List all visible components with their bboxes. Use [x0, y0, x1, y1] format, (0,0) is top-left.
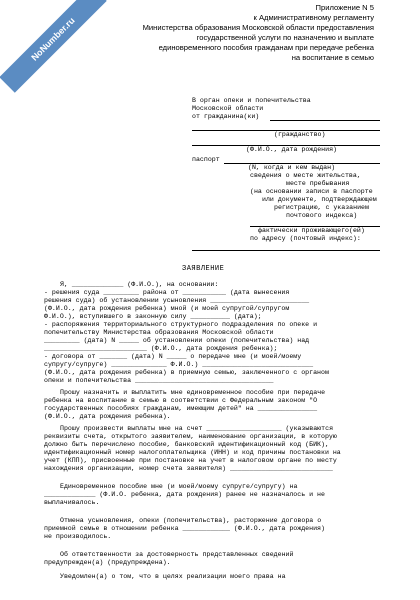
body-line: Единовременное пособие мне (и моей/моему супруге/супругу) на	[60, 483, 298, 490]
addressee-line-7: (N, когда и кем выдан)	[248, 164, 336, 171]
body-line: Ф.И.О.), вступившего в законную силу __________ (дата);	[44, 313, 262, 320]
body-line: реквизиты счета, открытого заявителем, наименование организации, в которую	[44, 433, 337, 440]
body-line: ребенка на воспитание в семью в соответствии с Федеральным законом "О	[44, 397, 318, 404]
addressee-line-8: сведения о месте жительства,	[250, 172, 361, 179]
body-line: опеки и попечительства ___________________________________	[44, 377, 274, 384]
watermark-banner: NoNumber.ru	[0, 0, 107, 93]
document-title: ЗАЯВЛЕНИЕ	[182, 265, 225, 273]
addressee-line-11: или документе, подтверждающем	[262, 196, 377, 203]
body-line: попечительству Министерства образования Московской области	[44, 329, 274, 336]
addressee-line-4: (гражданство)	[274, 131, 326, 138]
body-line: учет (КПП), присвоенные при постановке на учет в налоговом органе по месту	[44, 457, 337, 464]
addressee-line-2: Московской области	[192, 105, 264, 112]
addressee-line-12: регистрацию, с указанием	[274, 204, 369, 211]
body-line: _____________ (Ф.И.О. ребенка, дата рождения) ранее не назначалось и не	[44, 491, 325, 498]
addressee-line-6: паспорт	[192, 156, 220, 163]
body-line: нахождения организации, номер счета заявителя) __________________________	[44, 465, 333, 472]
addressee-line-15: по адресу (почтовый индекс):	[250, 235, 361, 242]
body-line: идентификационный номер налогоплательщика (ИНН) и код причины постановки на	[44, 449, 341, 456]
body-line: - договора от _______ (дата) N _____ о передаче мне (и моей/моему	[44, 353, 302, 360]
body-line: (Ф.И.О., дата рождения ребенка) мной (и моей супругой/супругом	[44, 305, 290, 312]
header-line-3: Министерства образования Московской области предоставления	[142, 23, 374, 32]
addressee-line-9: месте пребывания	[286, 180, 350, 187]
addressee-line-5: (Ф.И.О., дата рождения)	[246, 146, 338, 153]
header-line-5: единовременного пособия гражданам при передаче ребенка	[158, 43, 374, 52]
body-line: Отмена усыновления, опеки (попечительства), расторжение договора о	[60, 517, 322, 524]
body-line: не производилось.	[44, 533, 112, 540]
addressee-line-13: почтового индекса)	[286, 212, 358, 219]
body-line: (Ф.И.О., дата рождения ребенка) в приемную семью, заключенного с органом	[44, 369, 329, 376]
body-line: (Ф.И.О., дата рождения ребенка).	[44, 413, 171, 420]
body-line: приемной семье в отношении ребенка ____________ (Ф.И.О., дата рождения)	[44, 525, 325, 532]
body-line: - распоряжения территориального структурного подразделения по опеке и	[44, 321, 318, 328]
body-line: Прошу произвести выплаты мне на счет ___________________ (указываются	[60, 425, 334, 432]
body-line: _________ (дата) N _____ об установлении опеки (попечительства) над	[44, 337, 310, 344]
addressee-line-1: В орган опеки и попечительства	[192, 97, 311, 104]
body-line: Я, _____________ (Ф.И.О.), на основании:	[60, 281, 219, 288]
appendix-number: Приложение N 5	[315, 3, 374, 12]
body-line: предупрежден(а) (предупреждена).	[44, 559, 171, 566]
body-line: государственных пособиях гражданам, имеющим детей" на _______________	[44, 405, 318, 412]
body-line: __________________________ (Ф.И.О., дата рождения ребенка);	[44, 345, 278, 352]
fill-line	[192, 250, 380, 251]
body-line: выплачивалось.	[44, 499, 100, 506]
body-line: решения суда) об установлении усыновления _________________________	[44, 297, 310, 304]
addressee-line-10: (на основании записи в паспорте	[250, 188, 373, 195]
body-line: Об ответственности за достоверность представленных сведений	[60, 551, 294, 558]
body-line: супругу/супруге) ______________ Ф.И.О.) ____________________________	[44, 361, 314, 368]
body-line: Уведомлен(а) о том, что в целях реализации моего права на	[60, 573, 286, 580]
addressee-line-3: от гражданина(ки)	[192, 113, 260, 120]
fill-line	[270, 120, 380, 121]
body-line: Прошу назначить и выплатить мне единовременное пособие при передаче	[60, 389, 326, 396]
body-line: - решения суда _________ района от ___________ (дата вынесения	[44, 289, 290, 296]
body-line: должно быть перечислено пособие, банковский идентификационный код (БИК),	[44, 441, 329, 448]
header-line-4: государственной услуги по назначению и выплате	[196, 33, 374, 42]
appendix-reference: к Административному регламенту	[253, 13, 374, 22]
header-line-6: на воспитание в семью	[291, 53, 374, 62]
addressee-line-14: фактически проживающего(ей)	[258, 227, 365, 234]
